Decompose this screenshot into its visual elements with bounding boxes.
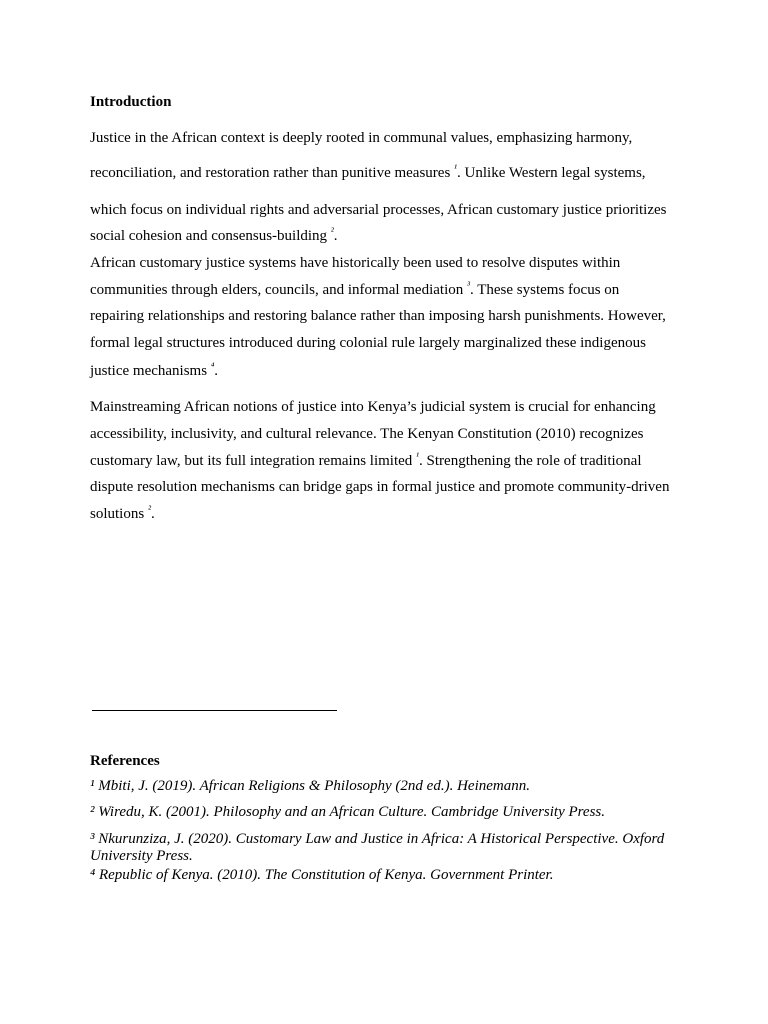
introduction-heading: Introduction: [90, 94, 172, 110]
para2-line3: repairing relationships and restoring balance rather than imposing harsh punishments. However,: [90, 308, 666, 324]
reference-item-1: ¹ Mbiti, J. (2019). African Religions & Philosophy (2nd ed.). Heinemann.: [90, 778, 530, 794]
reference-item-3: ³ Nkurunziza, J. (2020). Customary Law and Justice in Africa: A Historical Perspective. Oxford University Press.: [90, 831, 665, 864]
references-heading: References: [90, 753, 160, 769]
para3-line1: Mainstreaming African notions of justice into Kenya’s judicial system is crucial for enhancing: [90, 399, 656, 415]
para2-line5-text-a: justice mechanisms: [90, 363, 211, 379]
para1-line4: [90, 227, 338, 245]
para3-line5: [90, 505, 155, 523]
para1-line2: [90, 164, 646, 182]
para2-line2: [90, 281, 619, 299]
para2-line2-text-b: . These systems focus on: [470, 282, 620, 298]
reference-item-2: ² Wiredu, K. (2001). Philosophy and an African Culture. Cambridge University Press.: [90, 804, 606, 820]
para3-line3-text-a: customary law, but its full integration remains limited: [90, 453, 417, 469]
para1-line3: which focus on individual rights and adversarial processes, African customary justice prioritizes: [90, 202, 667, 218]
footnote-marker-1: ¹: [454, 163, 458, 174]
para1-line2-text-a: reconciliation, and restoration rather than punitive measures: [90, 165, 455, 181]
para1-line1: Justice in the African context is deeply rooted in communal values, emphasizing harmony,: [90, 130, 633, 146]
reference-item-4: ⁴ Republic of Kenya. (2010). The Constitution of Kenya. Government Printer.: [90, 867, 554, 883]
para2-line5: [90, 362, 218, 380]
para2-line2-text-a: communities through elders, councils, and informal mediation: [90, 282, 467, 298]
para3-line2: accessibility, inclusivity, and cultural relevance. The Kenyan Constitution (2010) recognizes: [90, 426, 644, 442]
footnote-marker-3: ³: [467, 280, 470, 291]
footnote-marker-4: ⁴: [210, 361, 215, 372]
para2-line1: African customary justice systems have historically been used to resolve disputes within: [90, 255, 621, 271]
para1-line4-text-b: .: [333, 228, 338, 244]
para3-line5-text-a: solutions: [90, 506, 148, 522]
footnote-marker-2b: ²: [147, 504, 151, 515]
footnote-marker-1b: ¹: [416, 451, 420, 462]
para1-line4-text-a: social cohesion and consensus-building: [90, 228, 331, 244]
footnote-marker-2: ²: [330, 226, 334, 237]
para3-line3: [90, 452, 642, 470]
para3-line4: dispute resolution mechanisms can bridge gaps in formal justice and promote community-driven: [90, 479, 670, 495]
para2-line5-text-b: .: [214, 363, 219, 379]
para3-line3-text-b: . Strengthening the role of traditional: [419, 453, 642, 469]
para3-line5-text-b: .: [150, 506, 155, 522]
para1-line2-text-b: . Unlike Western legal systems,: [457, 165, 646, 181]
footnote-divider: [92, 710, 337, 711]
para2-line4: formal legal structures introduced during colonial rule largely marginalized these indigenous: [90, 335, 646, 351]
